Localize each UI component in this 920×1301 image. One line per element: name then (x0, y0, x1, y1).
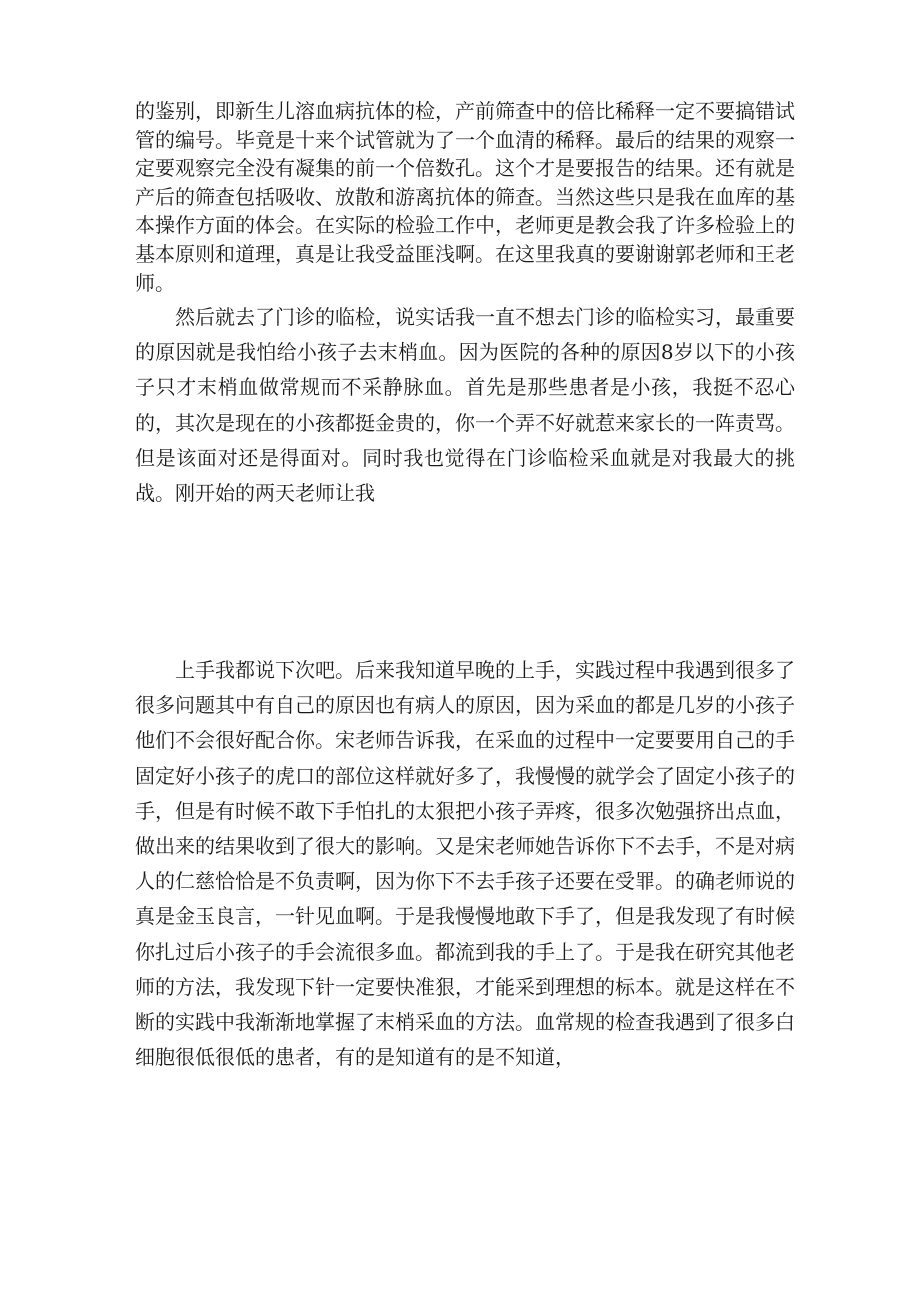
paragraph-continuation: 的鉴别，即新生儿溶血病抗体的检，产前筛查中的倍比稀释一定不要搞错试管的编号。毕竟是十来个试管就为了一个血清的稀释。最后的结果的观察一定要观察完全没有凝集的前一个倍数孔。这个才是要报告的结果。还有就是产后的筛查包括吸收、放散和游离抗体的筛查。当然这些只是我在血库的基本操作方面的体会。在实际的检验工作中，老师更是教会我了许多检验上的基本原则和道理，真是让我受益匪浅啊。在这里我真的要谢谢郭老师和王老师。 (135, 99, 795, 295)
paragraph-blood-sampling: 上手我都说下次吧。后来我知道早晚的上手，实践过程中我遇到很多了很多问题其中有自己的原因也有病人的原因，因为采血的都是几岁的小孩子他们不会很好配合你。宋老师告诉我，在采血的过程中一定要要用自己的手固定好小孩子的虎口的部位这样就好多了，我慢慢的就学会了固定小孩子的手，但是有时候不敢下手怕扎的太狠把小孩子弄疼，很多次勉强挤出点血，做出来的结果收到了很大的影响。又是宋老师她告诉你下不去手，不是对病人的仁慈恰恰是不负责啊，因为你下不去手孩子还要在受罪。的确老师说的真是金玉良言，一针见血啊。于是我慢慢地敢下手了，但是我发现了有时候你扎过后小孩子的手会流很多血。都流到我的手上了。于是我在研究其他老师的方法，我发现下针一定要快准狠，才能采到理想的标本。就是这样在不断的实践中我渐渐地掌握了末梢采血的方法。血常规的检查我遇到了很多白细胞很低很低的患者，有的是知道有的是不知道， (135, 658, 795, 1070)
paragraph-outpatient-lab: 然后就去了门诊的临检，说实话我一直不想去门诊的临检实习，最重要的原因就是我怕给小孩子去末梢血。因为医院的各种的原因8岁以下的小孩子只才末梢血做常规而不采静脉血。首先是那些患者是小孩，我挺不忍心的，其次是现在的小孩都挺金贵的，你一个弄不好就惹来家长的一阵责骂。但是该面对还是得面对。同时我也觉得在门诊临检采血就是对我最大的挑战。刚开始的两天老师让我 (135, 305, 795, 506)
